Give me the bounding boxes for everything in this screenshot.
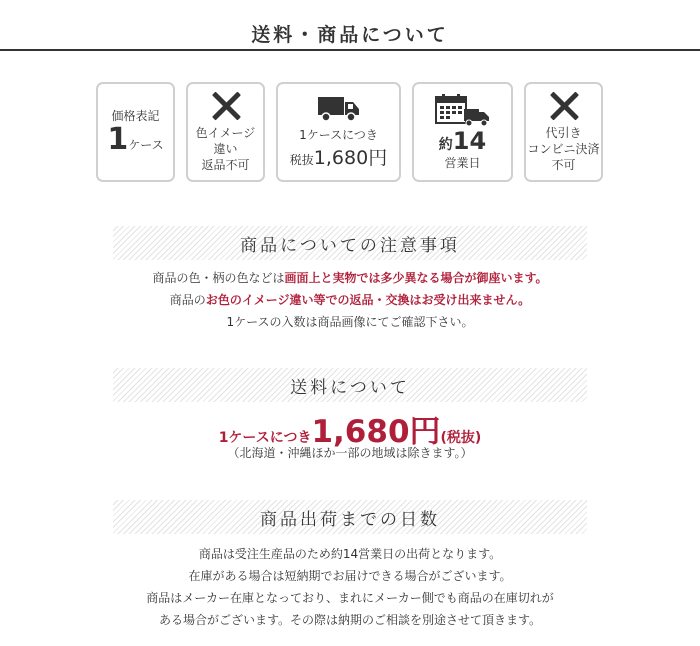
notes-line-1-normal: 商品の色・柄の色などは xyxy=(152,271,285,285)
notes-line-1 xyxy=(0,267,700,289)
shipping-price-amount: 1,680円 xyxy=(313,146,388,169)
notes-line-2 xyxy=(0,289,700,311)
no-return-line-3: 返品不可 xyxy=(201,158,250,172)
shipping-banner-amount: 1,680円 xyxy=(311,414,441,450)
notes-line-1-emphasis: 画面上と実物では多少異なる場合が御座います。 xyxy=(284,271,548,285)
page-title: 送料・商品について xyxy=(251,24,449,46)
lead-time-line-3: 商品はメーカー在庫となっており、まれにメーカー側でも商品の在庫切れが xyxy=(146,591,554,605)
page-header xyxy=(0,0,700,52)
lead-time-line-2: 在庫がある場合は短納期でお届けできる場合がございます。 xyxy=(188,569,512,583)
no-cod-line-1: 代引き xyxy=(545,126,582,140)
section-title-notes-text: 商品についての注意事項 xyxy=(240,235,460,256)
feature-icons xyxy=(0,82,700,186)
notes-line-2-normal: 商品の xyxy=(169,293,206,307)
shipping-banner-suffix: (税抜) xyxy=(440,430,482,446)
delivery-unit: 営業日 xyxy=(444,156,481,170)
calendar-truck-icon xyxy=(435,93,491,127)
shipping-box xyxy=(276,82,401,182)
shipping-line-1: 1ケースにつき xyxy=(299,127,378,142)
price-unit-box xyxy=(96,82,175,182)
no-cod-box xyxy=(524,82,603,182)
lead-time-body xyxy=(0,543,700,631)
shipping-price xyxy=(290,143,387,170)
price-unit-value xyxy=(107,124,163,156)
x-icon xyxy=(211,91,241,121)
shipping-banner-prefix: 1ケースにつき xyxy=(218,430,312,446)
truck-icon xyxy=(318,95,360,123)
no-return-line-2: 違い xyxy=(213,142,238,156)
no-return-line-1: 色イメージ xyxy=(195,126,256,140)
x-icon xyxy=(549,91,579,121)
shipping-note: （北海道・沖縄ほか一部の地域は除きます。） xyxy=(227,446,473,460)
lead-time-line-4: ある場合がございます。その際は納期のご相談を別途させて頂きます。 xyxy=(158,613,542,627)
section-title-lead-time xyxy=(113,500,587,534)
section-title-shipping-text: 送料について xyxy=(290,377,410,398)
notes-line-3: 1ケースの入数は商品画像にてご確認下さい。 xyxy=(226,315,474,329)
price-unit-number: 1 xyxy=(107,122,129,157)
delivery-days xyxy=(439,127,486,155)
delivery-number: 14 xyxy=(452,127,487,155)
price-unit-unit: ケース xyxy=(128,138,164,152)
section-title-shipping xyxy=(113,368,587,402)
header-divider xyxy=(0,49,700,51)
notes-line-2-emphasis: お色のイメージ違い等での返品・交換はお受け出来ません。 xyxy=(205,293,531,307)
section-title-notes xyxy=(113,226,587,260)
no-cod-line-2: コンビニ決済 xyxy=(527,142,600,156)
notes-body xyxy=(0,267,700,333)
no-cod-line-3: 不可 xyxy=(551,158,576,172)
lead-time-line-1: 商品は受注生産品のため約14営業日の出荷となります。 xyxy=(198,547,502,561)
no-return-box xyxy=(186,82,265,182)
price-unit-label: 価格表記 xyxy=(111,109,160,123)
delivery-box xyxy=(412,82,513,182)
shipping-price-prefix: 税抜 xyxy=(289,152,314,167)
section-title-lead-time-text: 商品出荷までの日数 xyxy=(260,509,440,530)
delivery-prefix: 約 xyxy=(438,137,453,153)
